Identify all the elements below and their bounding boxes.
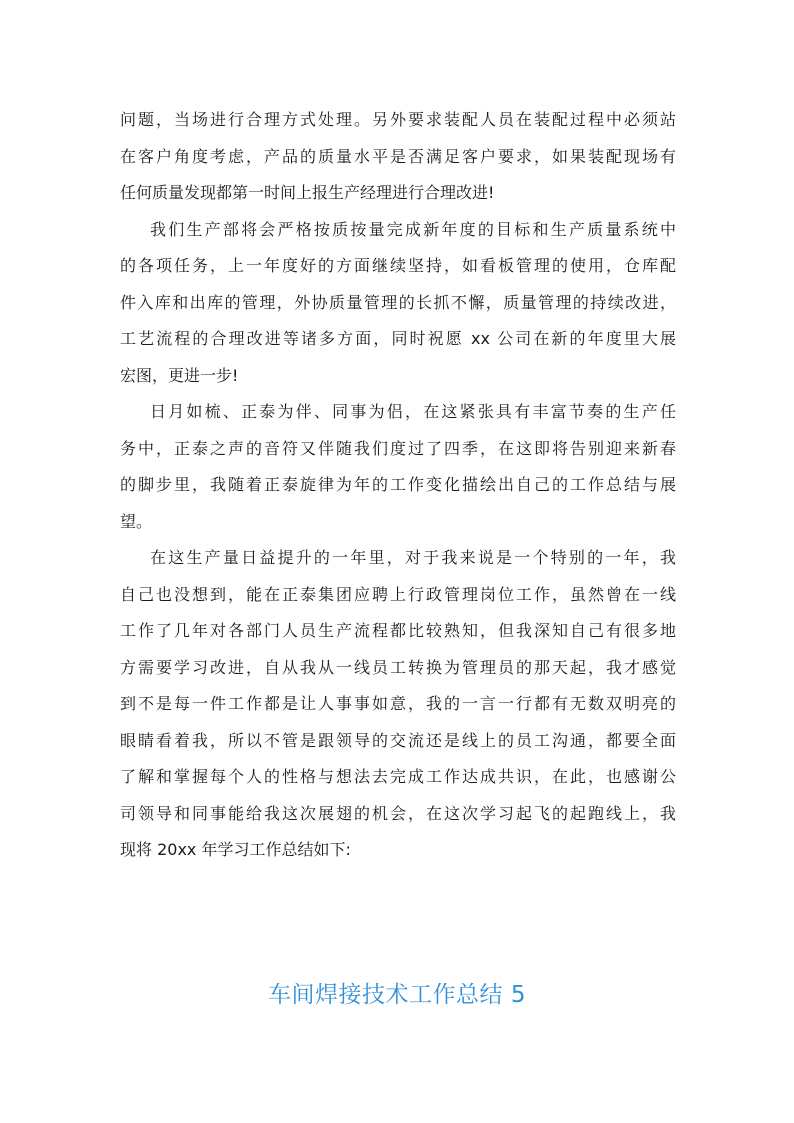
text-line: 的各项任务，上一年度好的方面继续坚持，如看板管理的使用，仓库配 [120,256,676,275]
text-line: 问题，当场进行合理方式处理。另外要求装配人员在装配过程中必须站 [120,110,676,129]
text-line: 日月如梳、正泰为伴、同事为侣，在这紧张具有丰富节奏的生产任 [150,402,676,421]
text-line: 工艺流程的合理改进等诸多方面，同时祝愿 xx 公司在新的年度里大展 [120,329,676,348]
text-line: 任何质量发现都第一时间上报生产经理进行合理改进! [120,183,495,202]
text-line: 的脚步里，我随着正泰旋律为年的工作变化描绘出自己的工作总结与展 [120,475,676,494]
text-line: 方需要学习改进，自从我从一线员工转换为管理员的那天起，我才感觉 [120,657,676,677]
text-line: 自己也没想到，能在正泰集团应聘上行政管理岗位工作，虽然曾在一线 [120,584,676,604]
text-line: 司领导和同事能给我这次展翅的机会，在这次学习起飞的起跑线上，我 [120,803,676,823]
text-line: 宏图，更进一步! [120,365,239,385]
text-line: 眼睛看着我，所以不管是跟领导的交流还是线上的员工沟通，都要全面 [120,730,676,750]
text-line: 在这生产量日益提升的一年里，对于我来说是一个特别的一年，我 [150,548,676,567]
text-line: 在客户角度考虑，产品的质量水平是否满足客户要求，如果装配现场有 [120,146,676,166]
text-line: 现将 20xx 年学习工作总结如下: [120,840,351,859]
text-line: 到不是每一件工作都是让人事事如意，我的一言一行都有无数双明亮的 [120,694,676,713]
text-line: 我们生产部将会严格按质按量完成新年度的目标和生产质量系统中 [150,219,676,239]
paragraph-3 [120,394,676,540]
text-line: 务中，正泰之声的音符又伴随我们度过了四季，在这即将告别迎来新春 [120,438,676,458]
document-body [120,102,676,869]
text-line: 件入库和出库的管理，外协质量管理的长抓不懈，质量管理的持续改进， [120,292,676,312]
paragraph-4 [120,540,676,869]
text-line: 望。 [120,511,153,531]
text-line: 了解和掌握每个人的性格与想法去完成工作达成共识，在此，也感谢公 [120,767,676,786]
section-heading: 车间焊接技术工作总结 5 [268,982,526,1008]
paragraph-1 [120,102,676,212]
paragraph-2 [120,212,676,395]
text-line: 工作了几年对各部门人员生产流程都比较熟知，但我深知自己有很多地 [120,621,676,640]
